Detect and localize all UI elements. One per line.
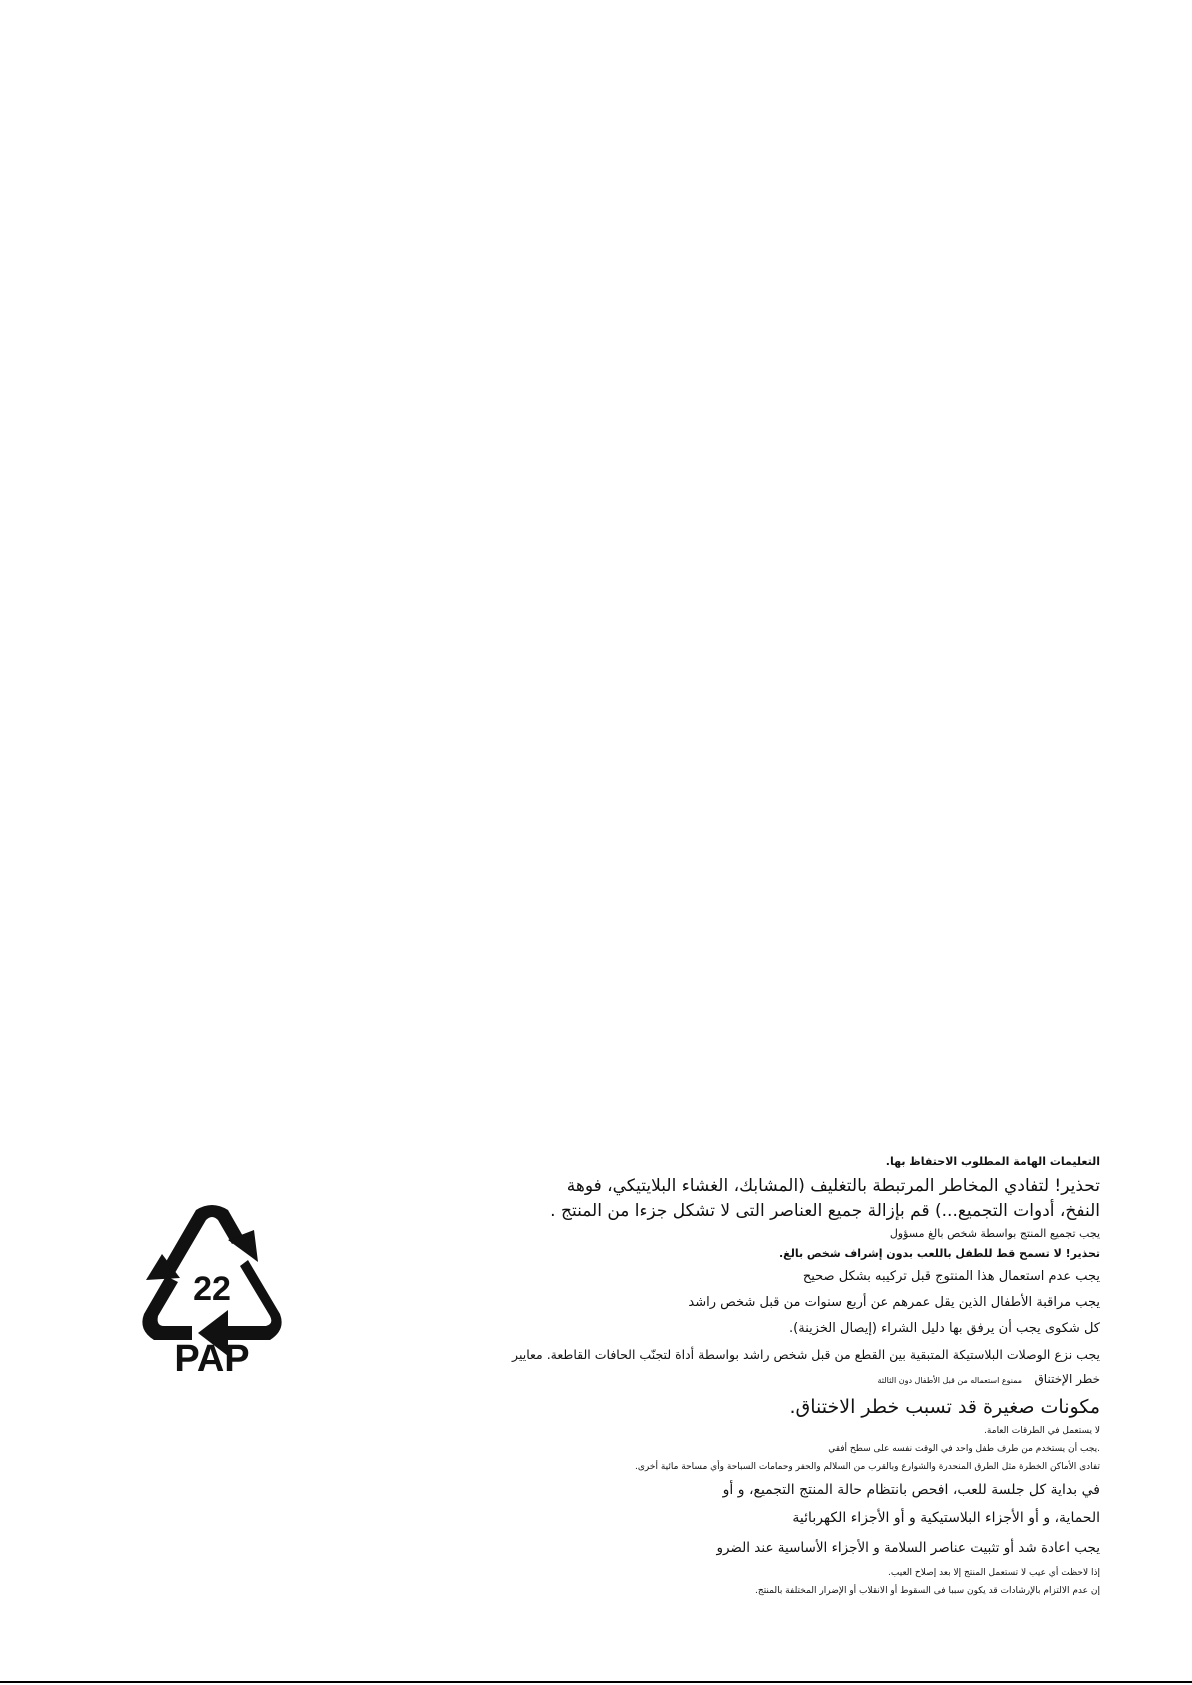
choking-hazard-label: خطر الإختناق bbox=[1034, 1372, 1100, 1386]
plastic-joints-note: يجب نزع الوصلات البلاستيكة المتبقية بين القطع من قبل شخص راشد بواسطة أداة لتجنّب الحافات القاطعة. معايير bbox=[512, 1347, 1100, 1362]
age-supervision-note: يجب مراقبة الأطفال الذين يقل عمرهم عن أربع سنوات من قبل شخص راشد bbox=[688, 1295, 1100, 1310]
safety-instructions bbox=[420, 1150, 1100, 1600]
recycling-symbol bbox=[136, 1200, 288, 1380]
small-parts-warning: مكونات صغيرة قد تسبب خطر الاختناق. bbox=[789, 1396, 1100, 1418]
complaint-receipt-note: كل شكوى يجب أن يرفق بها دليل الشراء (إيصال الخزينة). bbox=[789, 1321, 1100, 1336]
defect-note: إذا لاحظت أي عيب لا تستعمل المنتج إلا بعد إصلاح العيب. bbox=[888, 1568, 1100, 1578]
choking-hazard-row bbox=[420, 1368, 1100, 1392]
non-compliance-note: إن عدم الالتزام بالإرشادات قد يكون سببا فى السقوط أو الانقلاب أو الإضرار المختلفة بالمنتج. bbox=[755, 1586, 1100, 1596]
one-child-note: .يجب أن يستخدم من طرف طفل واحد في الوقت نفسه على سطح أفقي bbox=[828, 1444, 1100, 1454]
warning-supervision: تحذير! لا تسمح قط للطفل باللعب بدون إشراف شخص بالغ. bbox=[779, 1247, 1100, 1260]
warning-packaging-line-1: تحذير! لتفادي المخاطر المرتبطة بالتغليف (المشابك، الغشاء البلايتيكي، فوهة bbox=[566, 1176, 1100, 1196]
tighten-parts-note: يجب اعادة شد أو تثبيت عناصر السلامة و الأجزاء الأساسية عند الضرو bbox=[716, 1540, 1100, 1556]
assembly-adult-note: يجب تجميع المنتج بواسطة شخص بالغ مسؤول bbox=[889, 1227, 1100, 1240]
instructions-heading: التعليمات الهامة المطلوب الاحتفاظ بها. bbox=[885, 1155, 1100, 1168]
warning-packaging-line-2: النفخ، أدوات التجميع...) قم بإزالة جميع العناصر التى لا تشكل جزءا من المنتج . bbox=[550, 1201, 1100, 1221]
age-restriction-label: ممنوع استعماله من قبل الأطفال دون الثالثة bbox=[877, 1376, 1023, 1385]
bottom-rule bbox=[0, 1681, 1192, 1683]
recycling-code: PAP bbox=[174, 1338, 250, 1380]
recycling-number: 22 bbox=[193, 1270, 231, 1308]
dangerous-places-note: تفادى الأماكن الخطرة مثل الطرق المنحدرة والشوارع وبالقرب من السلالم والحفر وحمامات السباحة وأي مساحة مائية أخرى. bbox=[635, 1462, 1100, 1472]
correct-assembly-note: يجب عدم استعمال هذا المنتوج قبل تركيبه بشكل صحيح bbox=[802, 1269, 1100, 1284]
public-roads-note: لا يستعمل في الطرقات العامة. bbox=[984, 1426, 1100, 1436]
inspection-note-line-1: في بداية كل جلسة للعب، افحص بانتظام حالة المنتج التجميع، و أو bbox=[722, 1482, 1100, 1498]
inspection-note-line-2: الحماية، و أو الأجزاء البلاستيكية و أو الأجزاء الكهربائية bbox=[792, 1510, 1100, 1526]
